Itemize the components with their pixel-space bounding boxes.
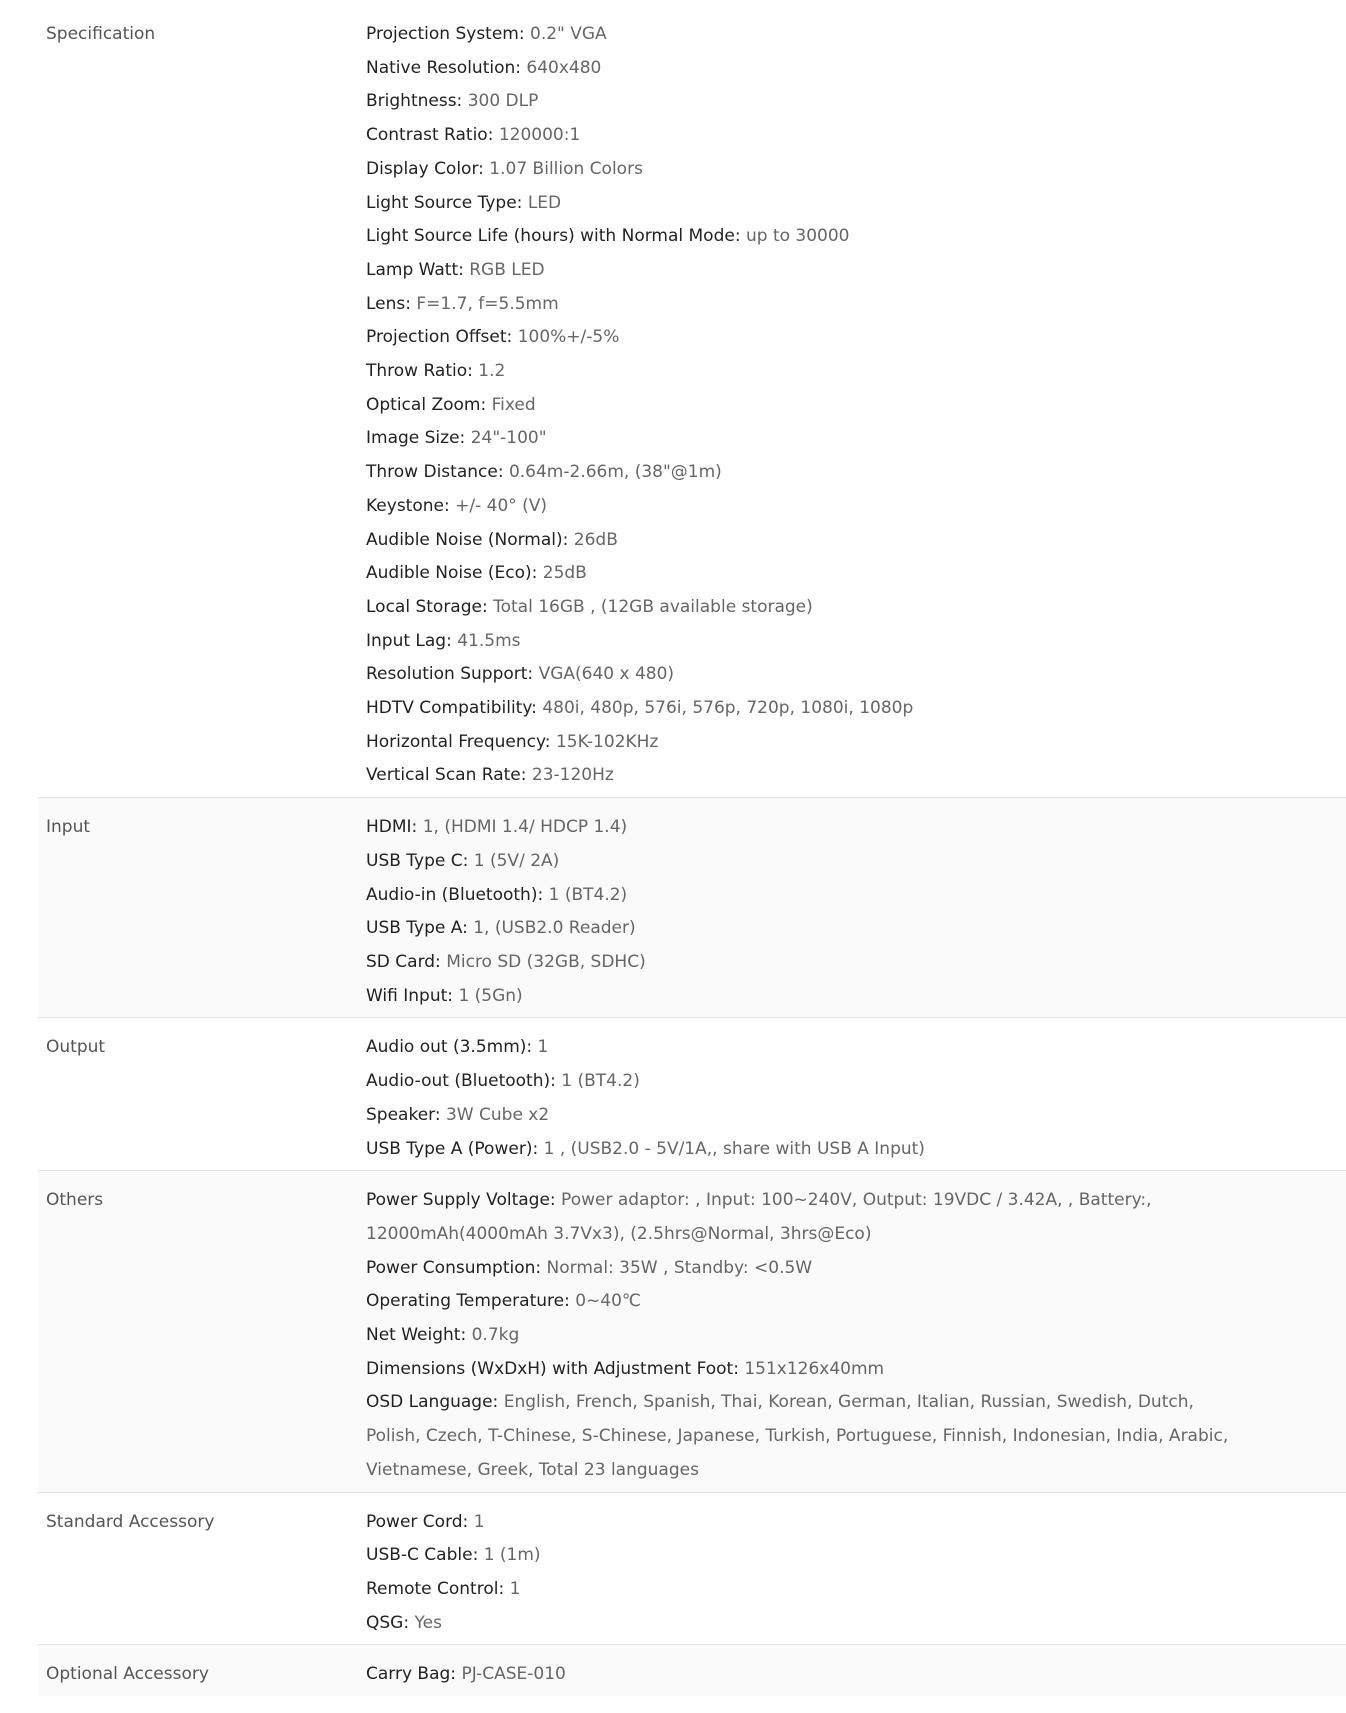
spec-value: 300 DLP <box>467 91 539 112</box>
spec-value: 0.7kg <box>471 1325 520 1346</box>
spec-value: 1 , (USB2.0 - 5V/1A,, share with USB A Input) <box>543 1138 925 1159</box>
section-items <box>366 1184 1346 1487</box>
spec-item <box>366 119 1236 153</box>
spec-item <box>366 85 1236 119</box>
spec-key: Audio-in (Bluetooth): <box>366 884 544 905</box>
spec-value: 1 <box>537 1037 549 1058</box>
spec-item <box>366 490 1236 524</box>
spec-key: USB Type A (Power): <box>366 1138 539 1159</box>
spec-key: Audible Noise (Eco): <box>366 563 538 584</box>
spec-item <box>366 879 1236 913</box>
spec-item <box>366 288 1236 322</box>
spec-value: Yes <box>414 1612 442 1633</box>
spec-value: 15K-102KHz <box>555 731 659 752</box>
spec-key: Speaker: <box>366 1104 441 1125</box>
spec-key: QSG: <box>366 1612 410 1633</box>
spec-item <box>366 355 1236 389</box>
spec-item <box>366 1133 1236 1167</box>
spec-value: 0.64m-2.66m, (38"@1m) <box>508 462 722 483</box>
section-items <box>366 18 1346 793</box>
spec-value: 1 (BT4.2) <box>561 1071 640 1092</box>
spec-key: Operating Temperature: <box>366 1291 570 1312</box>
spec-value: 1 <box>473 1511 485 1532</box>
spec-value: 1, (USB2.0 Reader) <box>473 918 636 939</box>
spec-key: Remote Control: <box>366 1578 505 1599</box>
spec-key: Lens: <box>366 293 411 314</box>
spec-value: Power adaptor: , Input: 100~240V, Output: 19VDC / 3.42A, , Battery:, 12000mAh(4000mAh 3.7Vx3), (2.5hrs@Normal, 3hrs@Eco) <box>366 1190 1152 1244</box>
spec-value: 1 (5V/ 2A) <box>473 850 560 871</box>
spec-key: Net Weight: <box>366 1325 467 1346</box>
spec-item <box>366 759 1236 793</box>
spec-value: F=1.7, f=5.5mm <box>416 293 559 314</box>
spec-section-others <box>38 1171 1346 1492</box>
spec-item <box>366 422 1236 456</box>
spec-key: Wifi Input: <box>366 985 454 1006</box>
spec-item <box>366 1539 1236 1573</box>
spec-key: Audible Noise (Normal): <box>366 529 569 550</box>
spec-item <box>366 1031 1236 1065</box>
spec-item <box>366 389 1236 423</box>
spec-value: VGA(640 x 480) <box>538 664 675 685</box>
spec-value: 640x480 <box>526 57 602 78</box>
spec-item <box>366 946 1236 980</box>
spec-key: Resolution Support: <box>366 664 534 685</box>
spec-item <box>366 658 1236 692</box>
spec-key: USB Type C: <box>366 850 469 871</box>
section-label: Input <box>46 817 91 838</box>
spec-key: Light Source Type: <box>366 192 523 213</box>
spec-value: 1.2 <box>478 361 506 382</box>
spec-key: Vertical Scan Rate: <box>366 765 527 786</box>
spec-value: 1.07 Billion Colors <box>489 158 643 179</box>
spec-value: LED <box>527 192 562 213</box>
spec-value: 23-120Hz <box>531 765 614 786</box>
spec-item <box>366 980 1236 1014</box>
spec-table <box>38 0 1346 1696</box>
spec-value: Micro SD (32GB, SDHC) <box>446 951 646 972</box>
spec-section-output <box>38 1018 1346 1171</box>
spec-key: Power Supply Voltage: <box>366 1190 556 1211</box>
spec-value: Normal: 35W , Standby: <0.5W <box>546 1257 813 1278</box>
spec-item <box>366 811 1236 845</box>
spec-value: PJ-CASE-010 <box>461 1664 566 1685</box>
section-items <box>366 1031 1346 1166</box>
spec-item <box>366 845 1236 879</box>
section-label: Others <box>46 1190 104 1211</box>
spec-value: 480i, 480p, 576i, 576p, 720p, 1080i, 1080p <box>542 698 914 719</box>
spec-value: 24"-100" <box>470 428 547 449</box>
spec-item <box>366 1285 1236 1319</box>
spec-value: +/- 40° (V) <box>455 495 548 516</box>
spec-section-optional-accessory <box>38 1645 1346 1696</box>
spec-value: 151x126x40mm <box>744 1358 885 1379</box>
spec-key: Projection System: <box>366 24 525 44</box>
spec-value: Fixed <box>491 394 536 415</box>
spec-key: Keystone: <box>366 495 450 516</box>
spec-key: HDTV Compatibility: <box>366 698 537 719</box>
spec-key: Native Resolution: <box>366 57 522 78</box>
spec-value: 0~40℃ <box>575 1291 642 1312</box>
spec-key: Light Source Life (hours) with Normal Mode: <box>366 226 741 247</box>
spec-item <box>366 1386 1236 1487</box>
spec-key: Horizontal Frequency: <box>366 731 551 752</box>
spec-value: 1 (5Gn) <box>458 985 523 1006</box>
spec-key: Brightness: <box>366 91 463 112</box>
section-items <box>366 1658 1346 1692</box>
spec-value: RGB LED <box>469 259 545 280</box>
spec-item <box>366 726 1236 760</box>
spec-value: 25dB <box>542 563 587 584</box>
section-label: Standard Accessory <box>46 1511 215 1532</box>
spec-item <box>366 1184 1236 1251</box>
spec-key: USB-C Cable: <box>366 1545 479 1566</box>
spec-item <box>366 557 1236 591</box>
spec-section-specification <box>38 0 1346 798</box>
spec-key: HDMI: <box>366 817 418 838</box>
spec-item <box>366 1607 1236 1641</box>
spec-key: Power Cord: <box>366 1511 469 1532</box>
spec-item <box>366 1252 1236 1286</box>
spec-item <box>366 321 1236 355</box>
spec-item <box>366 52 1236 86</box>
spec-value: 1 (BT4.2) <box>548 884 628 905</box>
section-items <box>366 1506 1346 1641</box>
spec-value: 100%+/-5% <box>517 327 620 348</box>
spec-item <box>366 18 1236 52</box>
spec-key: Local Storage: <box>366 596 488 617</box>
spec-key: Lamp Watt: <box>366 259 464 280</box>
spec-item <box>366 1658 1236 1692</box>
spec-key: Audio-out (Bluetooth): <box>366 1071 556 1092</box>
spec-value: English, French, Spanish, Thai, Korean, German, Italian, Russian, Swedish, Dutch, Polish, Czech, T-Chinese, S-Chinese, Japanese, Turkish, Portuguese, Finnish, Indonesian, India, Arabic, Vietnamese, Greek, Total 23 languages <box>366 1392 1229 1480</box>
spec-key: Throw Ratio: <box>366 361 473 382</box>
spec-key: Display Color: <box>366 158 484 179</box>
spec-item <box>366 524 1236 558</box>
spec-item <box>366 692 1236 726</box>
spec-key: Input Lag: <box>366 630 452 651</box>
spec-item <box>366 1506 1236 1540</box>
spec-key: Optical Zoom: <box>366 394 487 415</box>
spec-item <box>366 153 1236 187</box>
spec-value: up to 30000 <box>745 226 850 247</box>
spec-value: 1 <box>509 1578 521 1599</box>
section-label: Output <box>46 1037 106 1058</box>
spec-key: Throw Distance: <box>366 462 504 483</box>
spec-item <box>366 1065 1236 1099</box>
spec-item <box>366 625 1236 659</box>
spec-key: USB Type A: <box>366 918 468 939</box>
section-label: Specification <box>46 24 156 44</box>
spec-item <box>366 220 1236 254</box>
spec-item <box>366 1099 1236 1133</box>
spec-item <box>366 456 1236 490</box>
spec-value: 3W Cube x2 <box>445 1104 550 1125</box>
spec-value: 1, (HDMI 1.4/ HDCP 1.4) <box>422 817 628 838</box>
section-items <box>366 811 1346 1013</box>
spec-key: Dimensions (WxDxH) with Adjustment Foot: <box>366 1358 739 1379</box>
spec-value: 41.5ms <box>457 630 521 651</box>
spec-item <box>366 912 1236 946</box>
spec-section-standard-accessory <box>38 1493 1346 1646</box>
spec-value: Total 16GB , (12GB available storage) <box>493 596 813 617</box>
spec-value: 1 (1m) <box>483 1545 541 1566</box>
spec-value: 26dB <box>573 529 618 550</box>
section-label: Optional Accessory <box>46 1664 209 1685</box>
spec-item <box>366 1319 1236 1353</box>
spec-key: Image Size: <box>366 428 466 449</box>
spec-value: 0.2" VGA <box>530 24 607 44</box>
spec-section-input <box>38 798 1346 1018</box>
spec-value: 120000:1 <box>498 125 581 146</box>
spec-key: Carry Bag: <box>366 1664 457 1685</box>
spec-item <box>366 187 1236 221</box>
spec-key: Contrast Ratio: <box>366 125 494 146</box>
spec-key: Power Consumption: <box>366 1257 542 1278</box>
spec-key: Projection Offset: <box>366 327 513 348</box>
spec-item <box>366 591 1236 625</box>
spec-key: OSD Language: <box>366 1392 499 1413</box>
spec-item <box>366 1573 1236 1607</box>
spec-key: Audio out (3.5mm): <box>366 1037 533 1058</box>
spec-key: SD Card: <box>366 951 441 972</box>
spec-item <box>366 254 1236 288</box>
spec-item <box>366 1353 1236 1387</box>
